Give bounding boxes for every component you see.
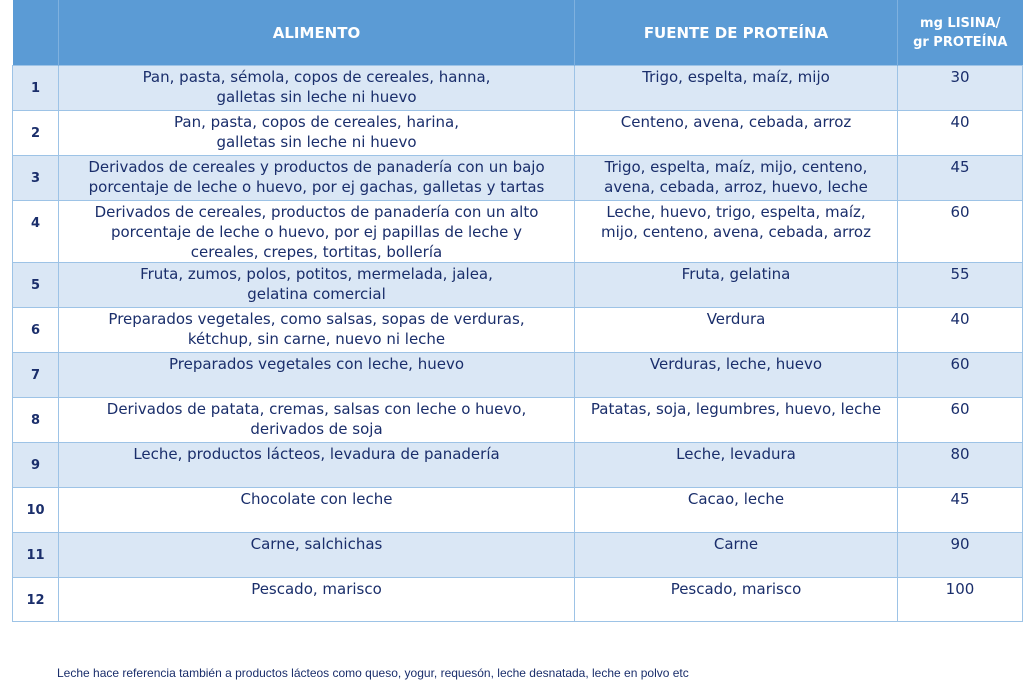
row-number-label: 1 bbox=[30, 81, 41, 96]
food-cell bbox=[59, 201, 575, 263]
protein-source-line: Verdura bbox=[706, 310, 766, 328]
row-number bbox=[13, 308, 59, 353]
table-row bbox=[13, 488, 1023, 533]
food-cell bbox=[59, 308, 575, 353]
food-line: Pan, pasta, sémola, copos de cereales, hanna, bbox=[142, 68, 491, 86]
header-num bbox=[13, 0, 59, 66]
food-cell bbox=[59, 443, 575, 488]
food-cell bbox=[59, 488, 575, 533]
food-line: Pescado, marisco bbox=[251, 580, 382, 598]
row-number-label: 8 bbox=[30, 413, 41, 428]
row-number bbox=[13, 201, 59, 263]
table-row bbox=[13, 111, 1023, 156]
protein-source-line: Cacao, leche bbox=[687, 490, 785, 508]
food-line: Preparados vegetales con leche, huevo bbox=[168, 355, 465, 373]
row-number-label: 9 bbox=[30, 458, 41, 473]
protein-source-line: mijo, centeno, avena, cebada, arroz bbox=[601, 223, 871, 241]
mg-lysine-cell: 60 bbox=[898, 201, 1023, 263]
food-line: Fruta, zumos, polos, potitos, mermelada, jalea, bbox=[140, 265, 493, 283]
row-number bbox=[13, 263, 59, 308]
food-cell bbox=[59, 578, 575, 622]
lysine-table-container bbox=[12, 0, 1022, 622]
protein-source-line: Carne bbox=[713, 535, 759, 553]
row-number bbox=[13, 578, 59, 622]
row-number bbox=[13, 533, 59, 578]
protein-source-cell bbox=[575, 308, 898, 353]
table-row bbox=[13, 578, 1023, 622]
row-number bbox=[13, 156, 59, 201]
header-mg-lysine bbox=[898, 0, 1023, 66]
lysine-table bbox=[12, 0, 1023, 622]
row-number bbox=[13, 353, 59, 398]
mg-lysine-cell: 40 bbox=[898, 111, 1023, 156]
mg-lysine-cell: 45 bbox=[898, 488, 1023, 533]
row-number bbox=[13, 488, 59, 533]
row-number bbox=[13, 398, 59, 443]
protein-source-cell bbox=[575, 263, 898, 308]
food-line: gelatina comercial bbox=[247, 285, 386, 303]
food-cell bbox=[59, 263, 575, 308]
table-row bbox=[13, 156, 1023, 201]
footnote: Leche hace referencia también a productos lácteos como queso, yogur, requesón, leche desnatada, leche en polvo etc bbox=[57, 666, 689, 680]
header-protein-source: FUENTE DE PROTEÍNA bbox=[575, 0, 898, 66]
mg-lysine-cell: 80 bbox=[898, 443, 1023, 488]
table-row bbox=[13, 353, 1023, 398]
food-line: Derivados de cereales, productos de panadería con un alto bbox=[94, 203, 539, 221]
protein-source-line: Centeno, avena, cebada, arroz bbox=[620, 113, 852, 131]
protein-source-cell bbox=[575, 443, 898, 488]
food-line: Preparados vegetales, como salsas, sopas de verduras, bbox=[108, 310, 525, 328]
mg-lysine-cell: 30 bbox=[898, 66, 1023, 111]
food-line: Derivados de cereales y productos de panadería con un bajo bbox=[88, 158, 545, 176]
row-number-label: 6 bbox=[30, 323, 41, 338]
food-cell bbox=[59, 111, 575, 156]
protein-source-cell bbox=[575, 398, 898, 443]
row-number bbox=[13, 66, 59, 111]
row-number-label: 7 bbox=[30, 368, 41, 383]
food-line: porcentaje de leche o huevo, por ej gachas, galletas y tartas bbox=[88, 178, 545, 196]
protein-source-line: Verduras, leche, huevo bbox=[649, 355, 823, 373]
food-cell bbox=[59, 156, 575, 201]
mg-lysine-cell: 60 bbox=[898, 398, 1023, 443]
protein-source-line: Patatas, soja, legumbres, huevo, leche bbox=[590, 400, 882, 418]
protein-source-line: avena, cebada, arroz, huevo, leche bbox=[604, 178, 868, 196]
food-line: derivados de soja bbox=[250, 420, 383, 438]
food-line: Carne, salchichas bbox=[250, 535, 383, 553]
food-line: Pan, pasta, copos de cereales, harina, bbox=[174, 113, 459, 131]
protein-source-cell bbox=[575, 156, 898, 201]
table-row bbox=[13, 533, 1023, 578]
mg-lysine-cell: 55 bbox=[898, 263, 1023, 308]
food-line: cereales, crepes, tortitas, bollería bbox=[190, 243, 443, 261]
food-cell bbox=[59, 398, 575, 443]
protein-source-cell bbox=[575, 488, 898, 533]
mg-lysine-cell: 100 bbox=[898, 578, 1023, 622]
table-row bbox=[13, 201, 1023, 263]
row-number-label: 3 bbox=[30, 171, 41, 186]
row-number-label: 12 bbox=[26, 593, 45, 608]
row-number-label: 10 bbox=[26, 503, 45, 518]
protein-source-line: Leche, levadura bbox=[676, 445, 796, 463]
protein-source-line: Pescado, marisco bbox=[670, 580, 802, 598]
header-mg-line2: gr PROTEÍNA bbox=[913, 34, 1008, 50]
protein-source-cell bbox=[575, 578, 898, 622]
mg-lysine-cell: 60 bbox=[898, 353, 1023, 398]
row-number-label: 11 bbox=[26, 548, 45, 563]
protein-source-cell bbox=[575, 353, 898, 398]
protein-source-line: Fruta, gelatina bbox=[681, 265, 791, 283]
protein-source-cell bbox=[575, 533, 898, 578]
food-line: Leche, productos lácteos, levadura de panadería bbox=[133, 445, 500, 463]
row-number bbox=[13, 111, 59, 156]
table-row bbox=[13, 308, 1023, 353]
table-row bbox=[13, 398, 1023, 443]
food-line: galletas sin leche ni huevo bbox=[216, 88, 417, 106]
table-header-row bbox=[13, 0, 1023, 66]
protein-source-line: Trigo, espelta, maíz, mijo bbox=[642, 68, 830, 86]
mg-lysine-cell: 45 bbox=[898, 156, 1023, 201]
food-line: porcentaje de leche o huevo, por ej papillas de leche y bbox=[110, 223, 523, 241]
table-row bbox=[13, 443, 1023, 488]
food-line: kétchup, sin carne, nuevo ni leche bbox=[187, 330, 446, 348]
food-cell bbox=[59, 66, 575, 111]
header-food: ALIMENTO bbox=[59, 0, 575, 66]
food-cell bbox=[59, 353, 575, 398]
row-number-label: 5 bbox=[30, 278, 41, 293]
mg-lysine-cell: 90 bbox=[898, 533, 1023, 578]
row-number bbox=[13, 443, 59, 488]
protein-source-cell bbox=[575, 66, 898, 111]
protein-source-line: Leche, huevo, trigo, espelta, maíz, bbox=[606, 203, 866, 221]
row-number-label: 2 bbox=[30, 126, 41, 141]
table-row bbox=[13, 263, 1023, 308]
food-line: Derivados de patata, cremas, salsas con leche o huevo, bbox=[106, 400, 527, 418]
protein-source-cell bbox=[575, 111, 898, 156]
table-body bbox=[13, 66, 1023, 622]
mg-lysine-cell: 40 bbox=[898, 308, 1023, 353]
food-line: Chocolate con leche bbox=[240, 490, 393, 508]
row-number-label: 4 bbox=[30, 216, 41, 231]
food-line: galletas sin leche ni huevo bbox=[216, 133, 417, 151]
food-cell bbox=[59, 533, 575, 578]
protein-source-line: Trigo, espelta, maíz, mijo, centeno, bbox=[604, 158, 868, 176]
table-row bbox=[13, 66, 1023, 111]
protein-source-cell bbox=[575, 201, 898, 263]
header-mg-line1: mg LISINA/ bbox=[920, 15, 1001, 31]
